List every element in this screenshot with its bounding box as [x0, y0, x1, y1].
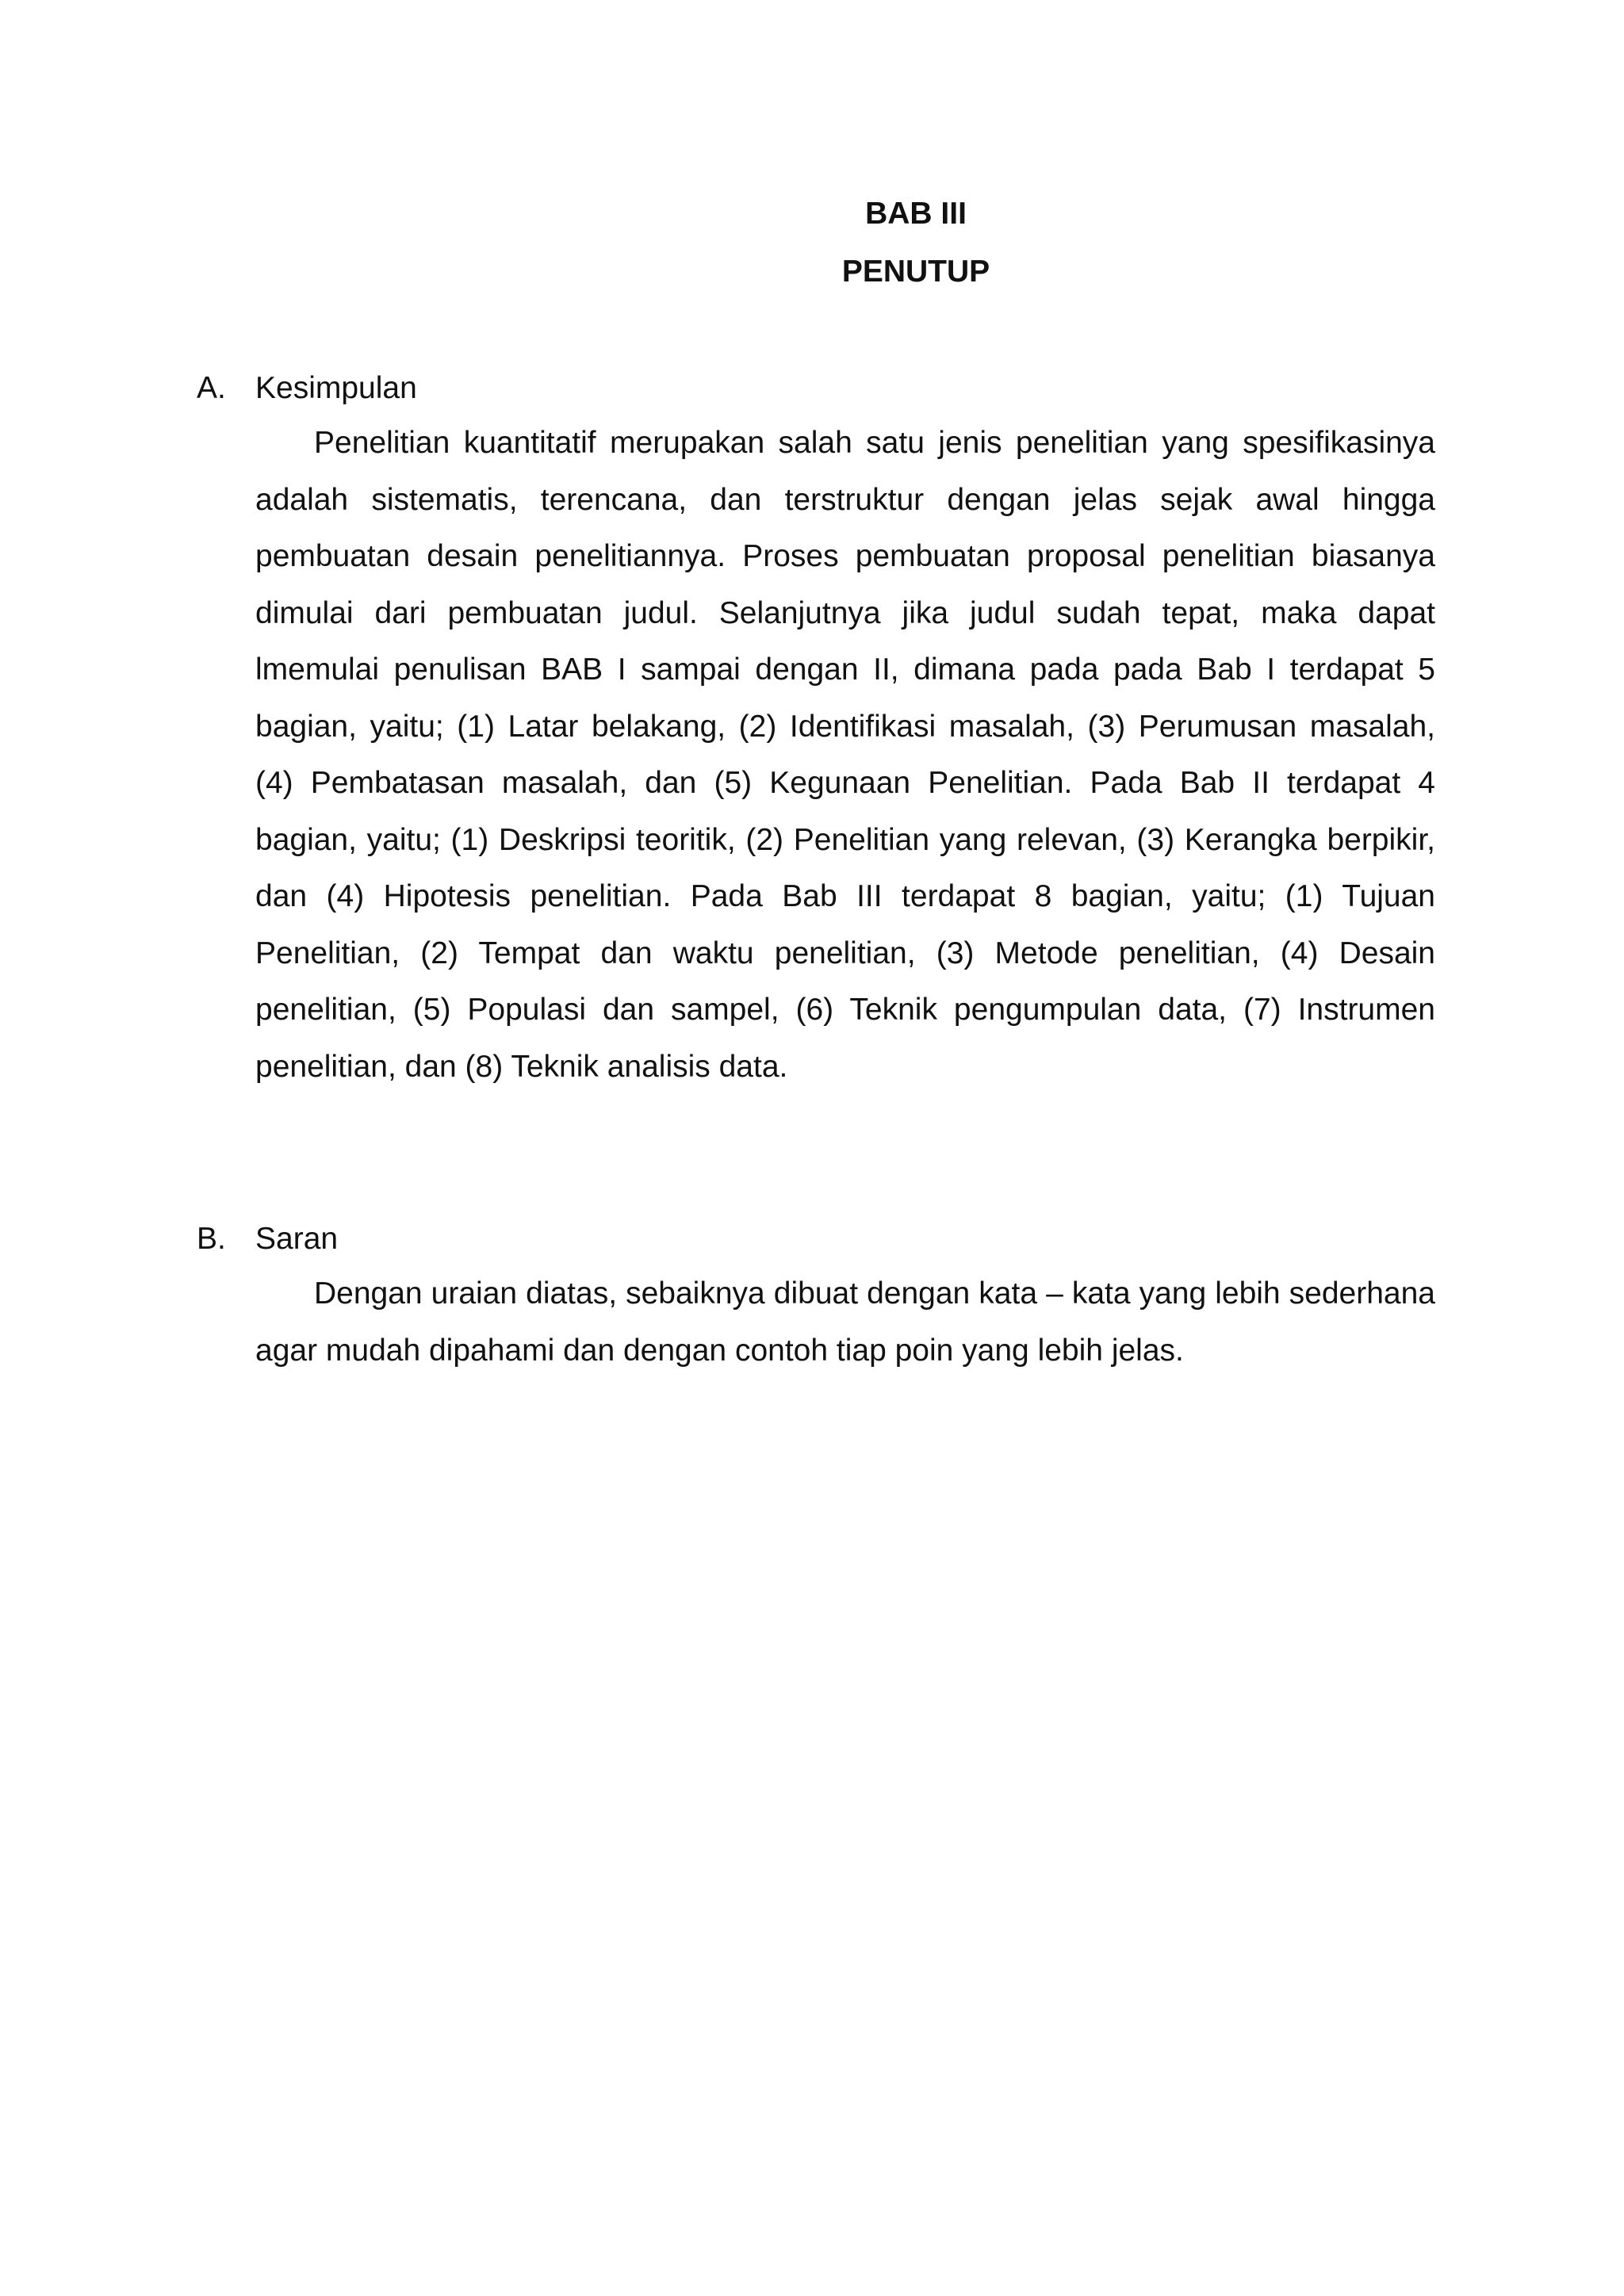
kesimpulan-paragraph: Penelitian kuantitatif merupakan salah satu jenis penelitian yang spesifikasinya adalah sistematis, terencana, dan terstruktur dengan jelas sejak awal hingga pembuatan desain penelitiannya. Proses pembuatan proposal penelitian biasanya dimulai dari pembuatan judul. Selanjutnya jika judul sudah tepat, maka dapat lmemulai penulisan BAB I sampai dengan II, dimana pada pada Bab I terdapat 5 bagian, yaitu; (1) Latar belakang, (2) Identifikasi masalah, (3) Perumusan masalah, (4) Pembatasan masalah, dan (5) Kegunaan Penelitian. Pada Bab II terdapat 4 bagian, yaitu; (1) Deskripsi teoritik, (2) Penelitian yang relevan, (3) Kerangka berpikir, dan (4) Hipotesis penelitian. Pada Bab III terdapat 8 bagian, yaitu; (1) Tujuan Penelitian, (2) Tempat dan waktu penelitian, (3) Metode penelitian, (4) Desain penelitian, (5) Populasi dan sampel, (6) Teknik pengumpulan data, (7) Instrumen penelitian, dan (8) Teknik analisis data.: [255, 426, 1435, 1084]
section-letter: A.: [197, 371, 226, 405]
chapter-number: BAB III: [865, 197, 967, 231]
saran-paragraph: Dengan uraian diatas, sebaiknya dibuat dengan kata – kata yang lebih sederhana agar mudah dipahami dan dengan contoh tiap poin yang lebih jelas.: [255, 1276, 1435, 1368]
section-title: Kesimpulan: [255, 371, 417, 405]
section-heading-kesimpulan: [197, 369, 417, 408]
section-letter: B.: [197, 1222, 226, 1256]
section-title: Saran: [255, 1222, 339, 1256]
section-heading-saran: [197, 1219, 338, 1259]
chapter-title: PENUTUP: [841, 254, 990, 289]
